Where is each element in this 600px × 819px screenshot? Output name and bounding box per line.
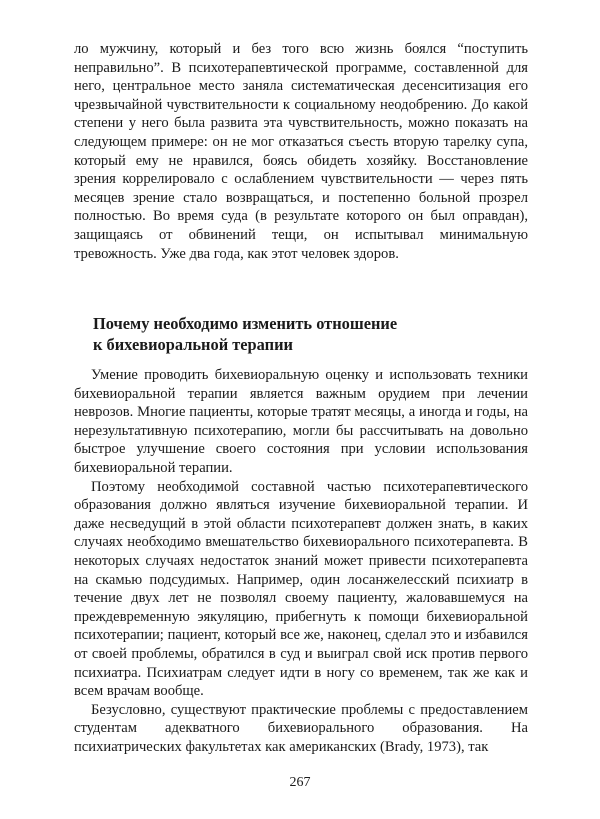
page-number: 267 [289,775,311,790]
section-heading-line-2: к бихевиоральной терапии [93,335,293,354]
section-heading [93,313,513,355]
continuation-text [74,40,528,263]
section-heading-line-1: Почему необходимо изменить отношение [93,314,398,333]
paragraph: ло мужчину, который и без того всю жизнь боялся “поступить неправильно”. В психотерапевтической программе, составленной для него, центральное место заняла систематическая десенситизация его чрезвычайной чувствительности к социальному неодобрению. До какой степени у него была развита эта чувствительность, можно показать на следующем примере: он не мог отказаться съесть вторую тарелку супа, который ему не нравился, боясь обидеть хозяйку. Восстановление зрения коррелировало с ослаблением чувствительности — через пять месяцев зрение стало возвращаться, и постепенно больной прозрел полностью. Во время суда (в результате которого он был оправдан), защищаясь от обвинений тещи, он испытывал минимальную тревожность. Уже два года, как этот человек здоров. [74,41,528,262]
paragraph: Поэтому необходимой составной частью психотерапевтического образования должно являться изучение бихевиоральной терапии. И даже несведущий в этой области психотерапевт должен знать, в каких случаях необходимо вмешательство бихевиорального психотерапевта. В некоторых случаях недостаток знаний может привести психотерапевта на скамью подсудимых. Например, один лосанжелесский психиатр в течение двух лет не позволял своему пациенту, жаловавшемуся на преждевременную эякуляцию, прибегнуть к помощи бихевиоральной психотерапии; пациент, который все же, наконец, сделал это и избавился от своей проблемы, обратился в суд и выиграл свой иск против первого психиатра. Психиатрам следует идти в ногу со временем, так же как и всем врачам вообще. [74,478,528,700]
section-body [74,366,528,756]
paragraph: Безусловно, существуют практические проблемы с предоставлением студентам адекватного бихевиорального образования. На психиатрических факультетах как американских (Brady, 1973), так [74,701,528,755]
paragraph: Умение проводить бихевиоральную оценку и использовать техники бихевиоральной терапии является важным орудием при лечении неврозов. Многие пациенты, которые тратят месяцы, а иногда и годы, на нерезультативную психотерапию, могли бы рассчитывать на довольно быстрое улучшение своего состояния при условии использования бихевиоральной терапии. [74,367,528,476]
